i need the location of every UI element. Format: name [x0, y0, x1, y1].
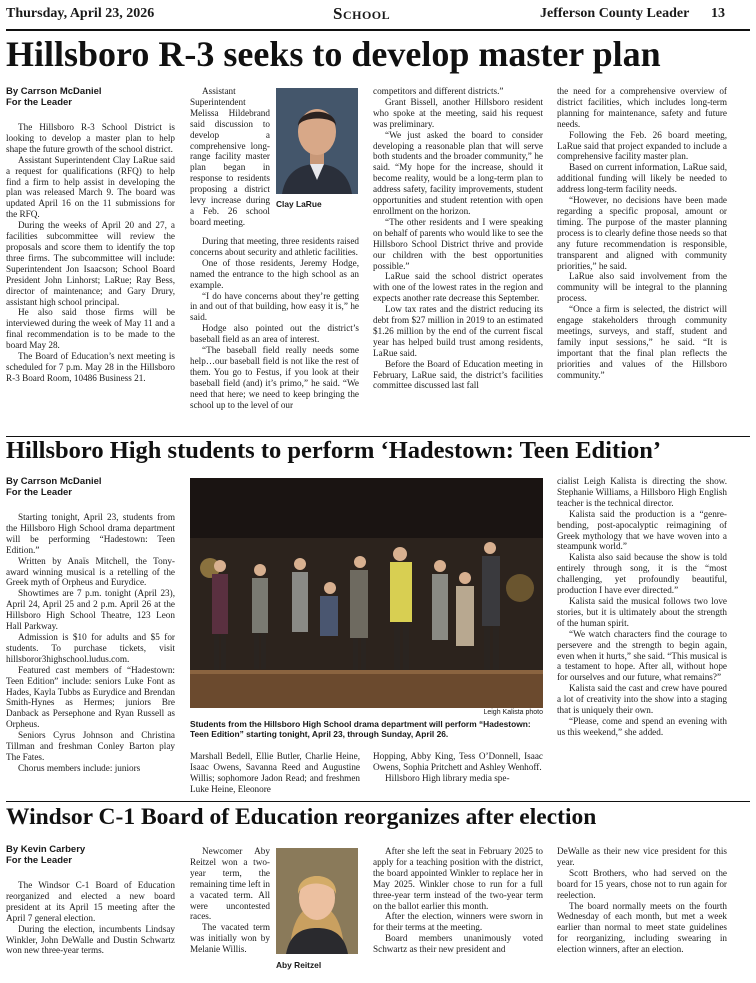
paragraph: LaRue also said involvement from the community will be integral to the planning process. — [557, 271, 727, 304]
story2-column-1 — [6, 476, 175, 798]
paragraph: Featured cast members of “Hadestown: Teen Edition” include: seniors Luke Font as Hades, Kayla Tubbs as Eurydice and Brendan Smith-Hynes as Hermes; juniors Bre Danback as Persephone and Ryan Russell as Orpheus. — [6, 664, 175, 730]
story2-column-2 — [190, 751, 360, 799]
paragraph: “I do have concerns about they’re getting in and out of that building, how easy it is,” he said. — [190, 290, 359, 323]
paragraph: “The baseball field really needs some help…our baseball field is not like the rest of them. You go to Festus, if you look at their baseball field (and) it’s primo,” he said. “We need that here; we need to keep bringing the school up to the level of our — [190, 345, 359, 410]
story1-headline: Hillsboro R-3 seeks to develop master plan — [6, 34, 661, 74]
paragraph: Kalista also said because the show is told entirely through song, it is the “most challenging, yet profoundly beautiful, production I have ever directed.” — [557, 552, 727, 596]
paragraph: The Windsor C-1 Board of Education reorganized and elected a new board president at its April 15 meeting after the April 7 general election. — [6, 880, 175, 923]
story2-column-4 — [557, 476, 727, 799]
story1-column-3 — [373, 86, 543, 436]
aby-reitzel-photo — [276, 848, 358, 954]
story1-column-4 — [557, 86, 727, 436]
paragraph: Newcomer Aby Reitzel won a two-year term, the remaining time left in a vacated term. All were uncontested races. — [190, 846, 270, 922]
story1-byline-org: For the Leader — [6, 97, 72, 108]
paragraph: The board normally meets on the fourth Wednesday of each month, but met a week earlier than normal to meet state guidelines for reorganizing, including swearing in election winners, after an election. — [557, 900, 727, 955]
paragraph: Seniors Cyrus Johnson and Christina Tillman and freshman Conley Barton play The Fates. — [6, 730, 175, 762]
paragraph: cialist Leigh Kalista is directing the show. Stephanie Williams, a Hillsboro High English teacher is the technical director. — [557, 476, 727, 508]
paragraph: Admission is $10 for adults and $5 for students. To purchase tickets, visit hillsboror3highschool.ludus.com. — [6, 631, 175, 664]
paragraph: The Hillsboro R-3 School District is looking to develop a master plan to help shape the future growth of the school district. — [6, 122, 175, 154]
page-number: 13 — [711, 6, 725, 21]
story3-byline-org: For the Leader — [6, 855, 72, 866]
paragraph: Assistant Superintendent Melissa Hildebrand said discussion to develop a comprehensive long-range facility master plan began in response to residents proposing a district levy increase during a Feb. 26 school board meeting. — [190, 86, 270, 227]
paragraph: He also said those firms will be interviewed during the week of May 11 and a final recommendation is to be made to the board May 28. — [6, 307, 175, 351]
story2-column-3 — [373, 751, 543, 799]
paragraph: Scott Brothers, who had served on the board for 15 years, chose not to run again for reelection. — [557, 867, 727, 900]
section-name: School — [333, 4, 391, 23]
photo-credit: Leigh Kalista photo — [483, 709, 543, 716]
story1-column-2 — [190, 236, 359, 436]
paragraph: During that meeting, three residents raised concerns about security and athletic facilities. — [190, 236, 359, 257]
story3-byline-name: By Kevin Carbery — [6, 844, 86, 855]
stage-photo-caption: Students from the Hillsboro High School drama department will perform “Hadestown: Teen Edition” starting tonight, April 23, through Sunday, April 26. — [190, 719, 531, 739]
paragraph: During the election, incumbents Lindsay Winkler, John DeWalle and Dustin Schwartz won new three-year terms. — [6, 923, 175, 956]
story1-byline-name: By Carrson McDaniel — [6, 86, 102, 97]
aby-reitzel-caption: Aby Reitzel — [276, 960, 322, 970]
story3-column-2 — [190, 846, 270, 980]
paragraph: “We just asked the board to consider developing a reasonable plan that will serve both students and the broader community,” he said. “My hope for the increase, should it become reality, would be a long-term plan to address safety, facility improvements, student opportunities and student retention with open enrollment on the horizon. — [373, 129, 543, 216]
paragraph: Assistant Superintendent Clay LaRue said a request for qualifications (RFQ) to help find a firm to help assist in developing the plan was released March 9. The board was updated April 16 on the 11 submissions for the RFQ. — [6, 154, 175, 220]
paragraph: “The other residents and I were speaking on behalf of parents who would like to see the Hillsboro School District thrive and provide our children with the best opportunities possible.” — [373, 216, 543, 271]
paragraph: Hopping, Abby King, Tess O’Donnell, Isaac Owens, Sophia Pritchett and Ashley Wenhoff. — [373, 751, 543, 772]
newspaper-name: Jefferson County Leader — [540, 6, 690, 21]
paragraph: Following the Feb. 26 board meeting, LaRue said that project expanded to include a comprehensive facility master plan. — [557, 129, 727, 162]
paragraph: Marshall Bedell, Ellie Butler, Charlie Heine, Isaac Owens, Savanna Reed and Augustine Willis; sophomore Jadon Read; and freshmen Luke Heine, Eleonore — [190, 751, 360, 794]
story2-byline-org: For the Leader — [6, 487, 72, 498]
paragraph: competitors and different districts.” — [373, 86, 504, 96]
hadestown-stage-photo — [190, 478, 543, 708]
paragraph: DeWalle as their new vice president for this year. — [557, 846, 727, 867]
paragraph: the need for a comprehensive overview of district facilities, which includes long-term planning for maintenance, safety and future needs. — [557, 86, 727, 129]
story3-column-3 — [373, 846, 543, 980]
paragraph: Kalista said the cast and crew have poured a lot of creativity into the show into a staging that is uniquely their own. — [557, 683, 727, 716]
paragraph: After the election, winners were sworn in for their terms at the meeting. — [373, 911, 543, 933]
paragraph: Chorus members include: juniors — [18, 762, 141, 773]
paragraph: Hodge also pointed out the district’s baseball field as an area of interest. — [190, 323, 359, 345]
paragraph: Kalista said the production is a “genre-bending, post-apocalyptic reimagining of Greek mythology that we have woven into a steampunk world.” — [557, 508, 727, 552]
paragraph: The Board of Education’s next meeting is scheduled for 7 p.m. May 28 in the Hillsboro R-3 Board Room, 10486 Business 21. — [6, 351, 175, 383]
paragraph: The vacated term was initially won by Melanie Willis. — [190, 922, 270, 955]
story2-byline-name: By Carrson McDaniel — [6, 476, 102, 487]
paragraph: Kalista said the musical follows two love stories, but it is ultimately about the strength of the human spirit. — [557, 595, 727, 628]
paragraph: Starting tonight, April 23, students from the Hillsboro High School drama department will be performing “Hadestown: Teen Edition.” — [6, 512, 175, 555]
clay-larue-caption: Clay LaRue — [276, 199, 322, 209]
paragraph: One of those residents, Jeremy Hodge, named the entrance to the high school as an example. — [190, 257, 359, 290]
story3-column-4 — [557, 846, 727, 980]
paragraph: During the weeks of April 20 and 27, a facilities subcommittee will review the proposals and score them to identify the top three firms. The subcommittee will include: Superintendent Jon Isaacson; School Board President John Linhorst; LaRue; Ray Bess, director of maintenance; and Gary Drury, assistant high school principal. — [6, 220, 175, 307]
paragraph: Showtimes are 7 p.m. tonight (April 23), April 24, April 25 and 2 p.m. April 26 at the Hillsboro High School Theatre, 123 Leon Hall Parkway. — [6, 588, 175, 632]
paragraph: “We watch characters find the courage to persevere and the strength to begin again, even when it hurts,” she said. “This musical is a testament to hope. After all, without hope for ourselves and our future, what remains?” — [557, 628, 727, 683]
paragraph: “However, no decisions have been made regarding a specific proposal, amount or timing. The purpose of the master planning process is to clearly define those needs so that any future recommendation is responsible, transparent and aligned with community priorities,” he said. — [557, 195, 727, 271]
paragraph: After she left the seat in February 2025 to apply for a teaching position with the district, the board appointed Winkler to replace her in May 2025. Winkler chose to run for a full three-year term instead of the two-year term on the ballot earlier this month. — [373, 846, 543, 911]
paragraph: Low tax rates and the district reducing its debt from $27 million in 2019 to an estimated $1.26 million by the end of the current fiscal year has helped build trust among residents, LaRue said. — [373, 304, 543, 358]
paragraph: Board members unanimously voted Schwartz as their new president and — [373, 933, 543, 955]
paragraph: “Please, come and spend an evening with us this weekend,” she added. — [557, 715, 727, 737]
story1-column-1 — [6, 86, 175, 436]
paragraph: LaRue said the school district operates with one of the lowest rates in the region and expects another rate decrease this September. — [373, 271, 543, 304]
paragraph: Written by Anaïs Mitchell, the Tony-award winning musical is a retelling of the Greek myth of Orpheus and Eurydice. — [6, 555, 175, 588]
paragraph: Based on current information, LaRue said, additional funding will likely be needed to address long-term facility needs. — [557, 162, 727, 195]
story-divider — [6, 801, 750, 802]
story2-headline: Hillsboro High students to perform ‘Hadestown: Teen Edition’ — [6, 437, 661, 464]
paragraph: Before the Board of Education meeting in February, LaRue said, the district’s facilities committee discussed last fall — [373, 358, 543, 391]
story3-column-1 — [6, 844, 175, 980]
clay-larue-photo — [276, 88, 358, 194]
story3-headline: Windsor C-1 Board of Education reorganizes after election — [6, 804, 597, 830]
issue-date: Thursday, April 23, 2026 — [6, 6, 155, 21]
paragraph: Hillsboro High library media spe- — [385, 772, 510, 783]
story1-column-2-wrap — [190, 86, 270, 232]
header-rule — [6, 29, 750, 31]
paragraph: “Once a firm is selected, the district will engage stakeholders through community meetings, surveys, and staff, student and family input sessions,” he said. “It is important that the final plan reflects the priorities and values of the Hillsboro community.” — [557, 304, 727, 380]
paragraph: Grant Bissell, another Hillsboro resident who spoke at the meeting, said his request was preliminary. — [373, 96, 543, 129]
